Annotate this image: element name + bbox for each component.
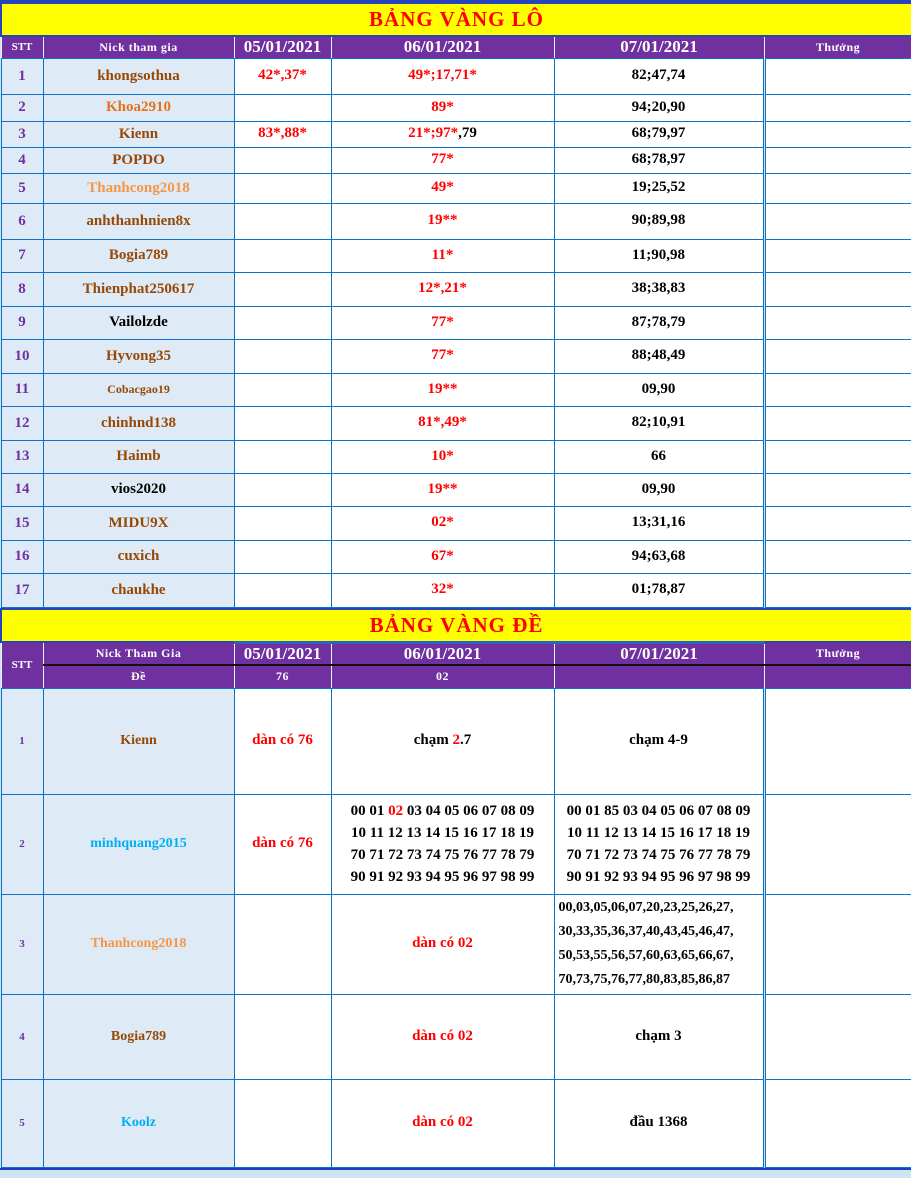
cell-stt: 14 (1, 473, 43, 506)
cell-date-2: 77* (331, 339, 554, 373)
cell-thuong (764, 688, 911, 794)
cell-date-2: 19** (331, 203, 554, 239)
table-row (1, 373, 911, 406)
cell-stt: 17 (1, 573, 43, 607)
cell-date-1 (234, 94, 331, 121)
cell-thuong (764, 173, 911, 203)
lo-title-row (1, 3, 911, 36)
de-subheader-row (1, 665, 911, 688)
cell-nick: Thanhcong2018 (43, 173, 234, 203)
cell-thuong (764, 473, 911, 506)
de-header-date-2: 06/01/2021 (331, 642, 554, 665)
lo-header-row (1, 36, 911, 58)
cell-stt: 6 (1, 203, 43, 239)
cell-date-3: 68;79,97 (554, 121, 764, 147)
cell-date-1 (234, 339, 331, 373)
cell-date-3: 13;31,16 (554, 506, 764, 540)
cell-thuong (764, 994, 911, 1079)
cell-date-2: chạm 2.7 (331, 688, 554, 794)
cell-date-1 (234, 373, 331, 406)
cell-date-1: dàn có 76 (234, 688, 331, 794)
cell-stt: 12 (1, 406, 43, 440)
cell-thuong (764, 58, 911, 94)
cell-date-3: 94;63,68 (554, 540, 764, 573)
cell-stt: 2 (1, 794, 43, 894)
cell-date-2: 12*,21* (331, 272, 554, 306)
cell-date-2: 67* (331, 540, 554, 573)
cell-date-2: 49*;17,71* (331, 58, 554, 94)
table-row (1, 239, 911, 272)
cell-date-3: 87;78,79 (554, 306, 764, 339)
cell-date-2: 10* (331, 440, 554, 473)
cell-stt: 13 (1, 440, 43, 473)
cell-thuong (764, 306, 911, 339)
cell-stt: 11 (1, 373, 43, 406)
cell-thuong (764, 573, 911, 607)
cell-date-2: 21*;97*,79 (331, 121, 554, 147)
cell-date-3: 82;47,74 (554, 58, 764, 94)
cell-date-3: 82;10,91 (554, 406, 764, 440)
cell-date-2: 02* (331, 506, 554, 540)
table-row (1, 406, 911, 440)
de-subheader-de: Đề (43, 665, 234, 688)
cell-date-3: 94;20,90 (554, 94, 764, 121)
cell-date-1 (234, 306, 331, 339)
cell-stt: 2 (1, 94, 43, 121)
lo-table (0, 2, 911, 608)
table-row (1, 894, 911, 994)
table-row (1, 272, 911, 306)
cell-nick: Hyvong35 (43, 339, 234, 373)
cell-date-2: dàn có 02 (331, 994, 554, 1079)
table-row (1, 506, 911, 540)
de-table-body (1, 688, 911, 1167)
cell-nick: POPDO (43, 147, 234, 173)
cell-date-3: chạm 3 (554, 994, 764, 1079)
cell-date-1 (234, 894, 331, 994)
cell-thuong (764, 121, 911, 147)
lo-header-stt: STT (1, 36, 43, 58)
cell-date-1 (234, 239, 331, 272)
cell-stt: 10 (1, 339, 43, 373)
cell-stt: 4 (1, 147, 43, 173)
de-header-row (1, 642, 911, 665)
cell-thuong (764, 1079, 911, 1167)
cell-date-3: 11;90,98 (554, 239, 764, 272)
lo-table-title: BẢNG VÀNG LÔ (1, 3, 911, 36)
cell-nick: chinhnd138 (43, 406, 234, 440)
cell-stt: 1 (1, 688, 43, 794)
cell-date-3: 09,90 (554, 373, 764, 406)
cell-date-2: 77* (331, 306, 554, 339)
cell-date-1 (234, 147, 331, 173)
cell-stt: 5 (1, 173, 43, 203)
table-row (1, 473, 911, 506)
cell-nick: cuxich (43, 540, 234, 573)
cell-thuong (764, 894, 911, 994)
cell-nick: Khoa2910 (43, 94, 234, 121)
cell-stt: 7 (1, 239, 43, 272)
cell-thuong (764, 506, 911, 540)
cell-thuong (764, 373, 911, 406)
cell-thuong (764, 239, 911, 272)
lo-header-date-3: 07/01/2021 (554, 36, 764, 58)
cell-stt: 3 (1, 894, 43, 994)
cell-date-1 (234, 440, 331, 473)
cell-date-1: 42*,37* (234, 58, 331, 94)
de-subheader-val-1: 76 (234, 665, 331, 688)
table-row (1, 573, 911, 607)
de-table-title: BẢNG VÀNG ĐỀ (1, 609, 911, 643)
table-row (1, 94, 911, 121)
cell-date-1 (234, 506, 331, 540)
cell-thuong (764, 540, 911, 573)
de-title-row (1, 609, 911, 643)
lo-header-nick: Nick tham gia (43, 36, 234, 58)
cell-date-1: 83*,88* (234, 121, 331, 147)
lo-header-thuong: Thưởng (764, 36, 911, 58)
lo-header-date-1: 05/01/2021 (234, 36, 331, 58)
cell-date-1 (234, 406, 331, 440)
cell-date-1 (234, 473, 331, 506)
cell-date-2: 81*,49* (331, 406, 554, 440)
cell-nick: Koolz (43, 1079, 234, 1167)
cell-nick: Vailolzde (43, 306, 234, 339)
cell-date-3: 68;78,97 (554, 147, 764, 173)
cell-date-3: đầu 1368 (554, 1079, 764, 1167)
cell-date-1 (234, 540, 331, 573)
de-subheader-val-2: 02 (331, 665, 554, 688)
cell-stt: 1 (1, 58, 43, 94)
cell-date-3: chạm 4-9 (554, 688, 764, 794)
cell-date-3: 01;78,87 (554, 573, 764, 607)
cell-date-2: 00 01 02 03 04 05 06 07 08 09 10 11 12 13 14 15 16 17 18 19 70 71 72 73 74 75 76 77 78 79 90 91 92 93 94 95 96 97 98 99 (331, 794, 554, 894)
table-row (1, 440, 911, 473)
cell-nick: Bogia789 (43, 239, 234, 272)
cell-thuong (764, 147, 911, 173)
de-header-date-1: 05/01/2021 (234, 642, 331, 665)
cell-date-1 (234, 203, 331, 239)
de-subheader-thuong (764, 665, 911, 688)
cell-thuong (764, 203, 911, 239)
cell-nick: Kienn (43, 688, 234, 794)
cell-nick: Thienphat250617 (43, 272, 234, 306)
cell-nick: Thanhcong2018 (43, 894, 234, 994)
cell-nick: Kienn (43, 121, 234, 147)
cell-stt: 16 (1, 540, 43, 573)
bottom-strip (0, 1168, 911, 1176)
lo-header-date-2: 06/01/2021 (331, 36, 554, 58)
cell-date-2: 32* (331, 573, 554, 607)
cell-date-2: 49* (331, 173, 554, 203)
cell-date-2: 11* (331, 239, 554, 272)
table-row (1, 1079, 911, 1167)
cell-date-1 (234, 573, 331, 607)
cell-date-3: 88;48,49 (554, 339, 764, 373)
cell-nick: MIDU9X (43, 506, 234, 540)
de-table (0, 608, 911, 1168)
table-row (1, 173, 911, 203)
cell-nick: Haimb (43, 440, 234, 473)
cell-thuong (764, 339, 911, 373)
cell-date-3: 19;25,52 (554, 173, 764, 203)
table-row (1, 339, 911, 373)
cell-stt: 5 (1, 1079, 43, 1167)
cell-thuong (764, 406, 911, 440)
cell-date-1 (234, 994, 331, 1079)
cell-date-1 (234, 1079, 331, 1167)
cell-stt: 15 (1, 506, 43, 540)
de-header-thuong: Thưởng (764, 642, 911, 665)
table-row (1, 306, 911, 339)
cell-nick: Bogia789 (43, 994, 234, 1079)
cell-date-3: 09,90 (554, 473, 764, 506)
cell-date-3: 90;89,98 (554, 203, 764, 239)
table-row (1, 794, 911, 894)
cell-nick: vios2020 (43, 473, 234, 506)
cell-nick: anhthanhnien8x (43, 203, 234, 239)
table-row (1, 121, 911, 147)
cell-nick: minhquang2015 (43, 794, 234, 894)
cell-stt: 9 (1, 306, 43, 339)
cell-stt: 3 (1, 121, 43, 147)
cell-date-3: 66 (554, 440, 764, 473)
cell-date-1: dàn có 76 (234, 794, 331, 894)
cell-thuong (764, 94, 911, 121)
table-row (1, 688, 911, 794)
cell-date-3: 38;38,83 (554, 272, 764, 306)
table-row (1, 147, 911, 173)
cell-thuong (764, 272, 911, 306)
de-subheader-val-3 (554, 665, 764, 688)
cell-nick: Cobacgao19 (43, 373, 234, 406)
cell-nick: khongsothua (43, 58, 234, 94)
cell-date-1 (234, 272, 331, 306)
cell-date-1 (234, 173, 331, 203)
cell-date-2: 19** (331, 473, 554, 506)
table-row (1, 540, 911, 573)
lo-table-body (1, 58, 911, 607)
de-header-stt: STT (1, 642, 43, 688)
cell-thuong (764, 794, 911, 894)
table-row (1, 994, 911, 1079)
cell-date-2: dàn có 02 (331, 1079, 554, 1167)
table-row (1, 58, 911, 94)
cell-date-2: 89* (331, 94, 554, 121)
cell-date-2: 77* (331, 147, 554, 173)
table-row (1, 203, 911, 239)
de-header-nick: Nick Tham Gia (43, 642, 234, 665)
cell-date-2: 19** (331, 373, 554, 406)
cell-date-3: 00,03,05,06,07,20,23,25,26,27, 30,33,35,36,37,40,43,45,46,47, 50,53,55,56,57,60,63,65,66,67, 70,73,75,76,77,80,83,85,86,87 (554, 894, 764, 994)
cell-nick: chaukhe (43, 573, 234, 607)
cell-thuong (764, 440, 911, 473)
cell-stt: 4 (1, 994, 43, 1079)
cell-date-2: dàn có 02 (331, 894, 554, 994)
cell-stt: 8 (1, 272, 43, 306)
de-header-date-3: 07/01/2021 (554, 642, 764, 665)
cell-date-3: 00 01 85 03 04 05 06 07 08 09 10 11 12 13 14 15 16 17 18 19 70 71 72 73 74 75 76 77 78 79 90 91 92 93 94 95 96 97 98 99 (554, 794, 764, 894)
